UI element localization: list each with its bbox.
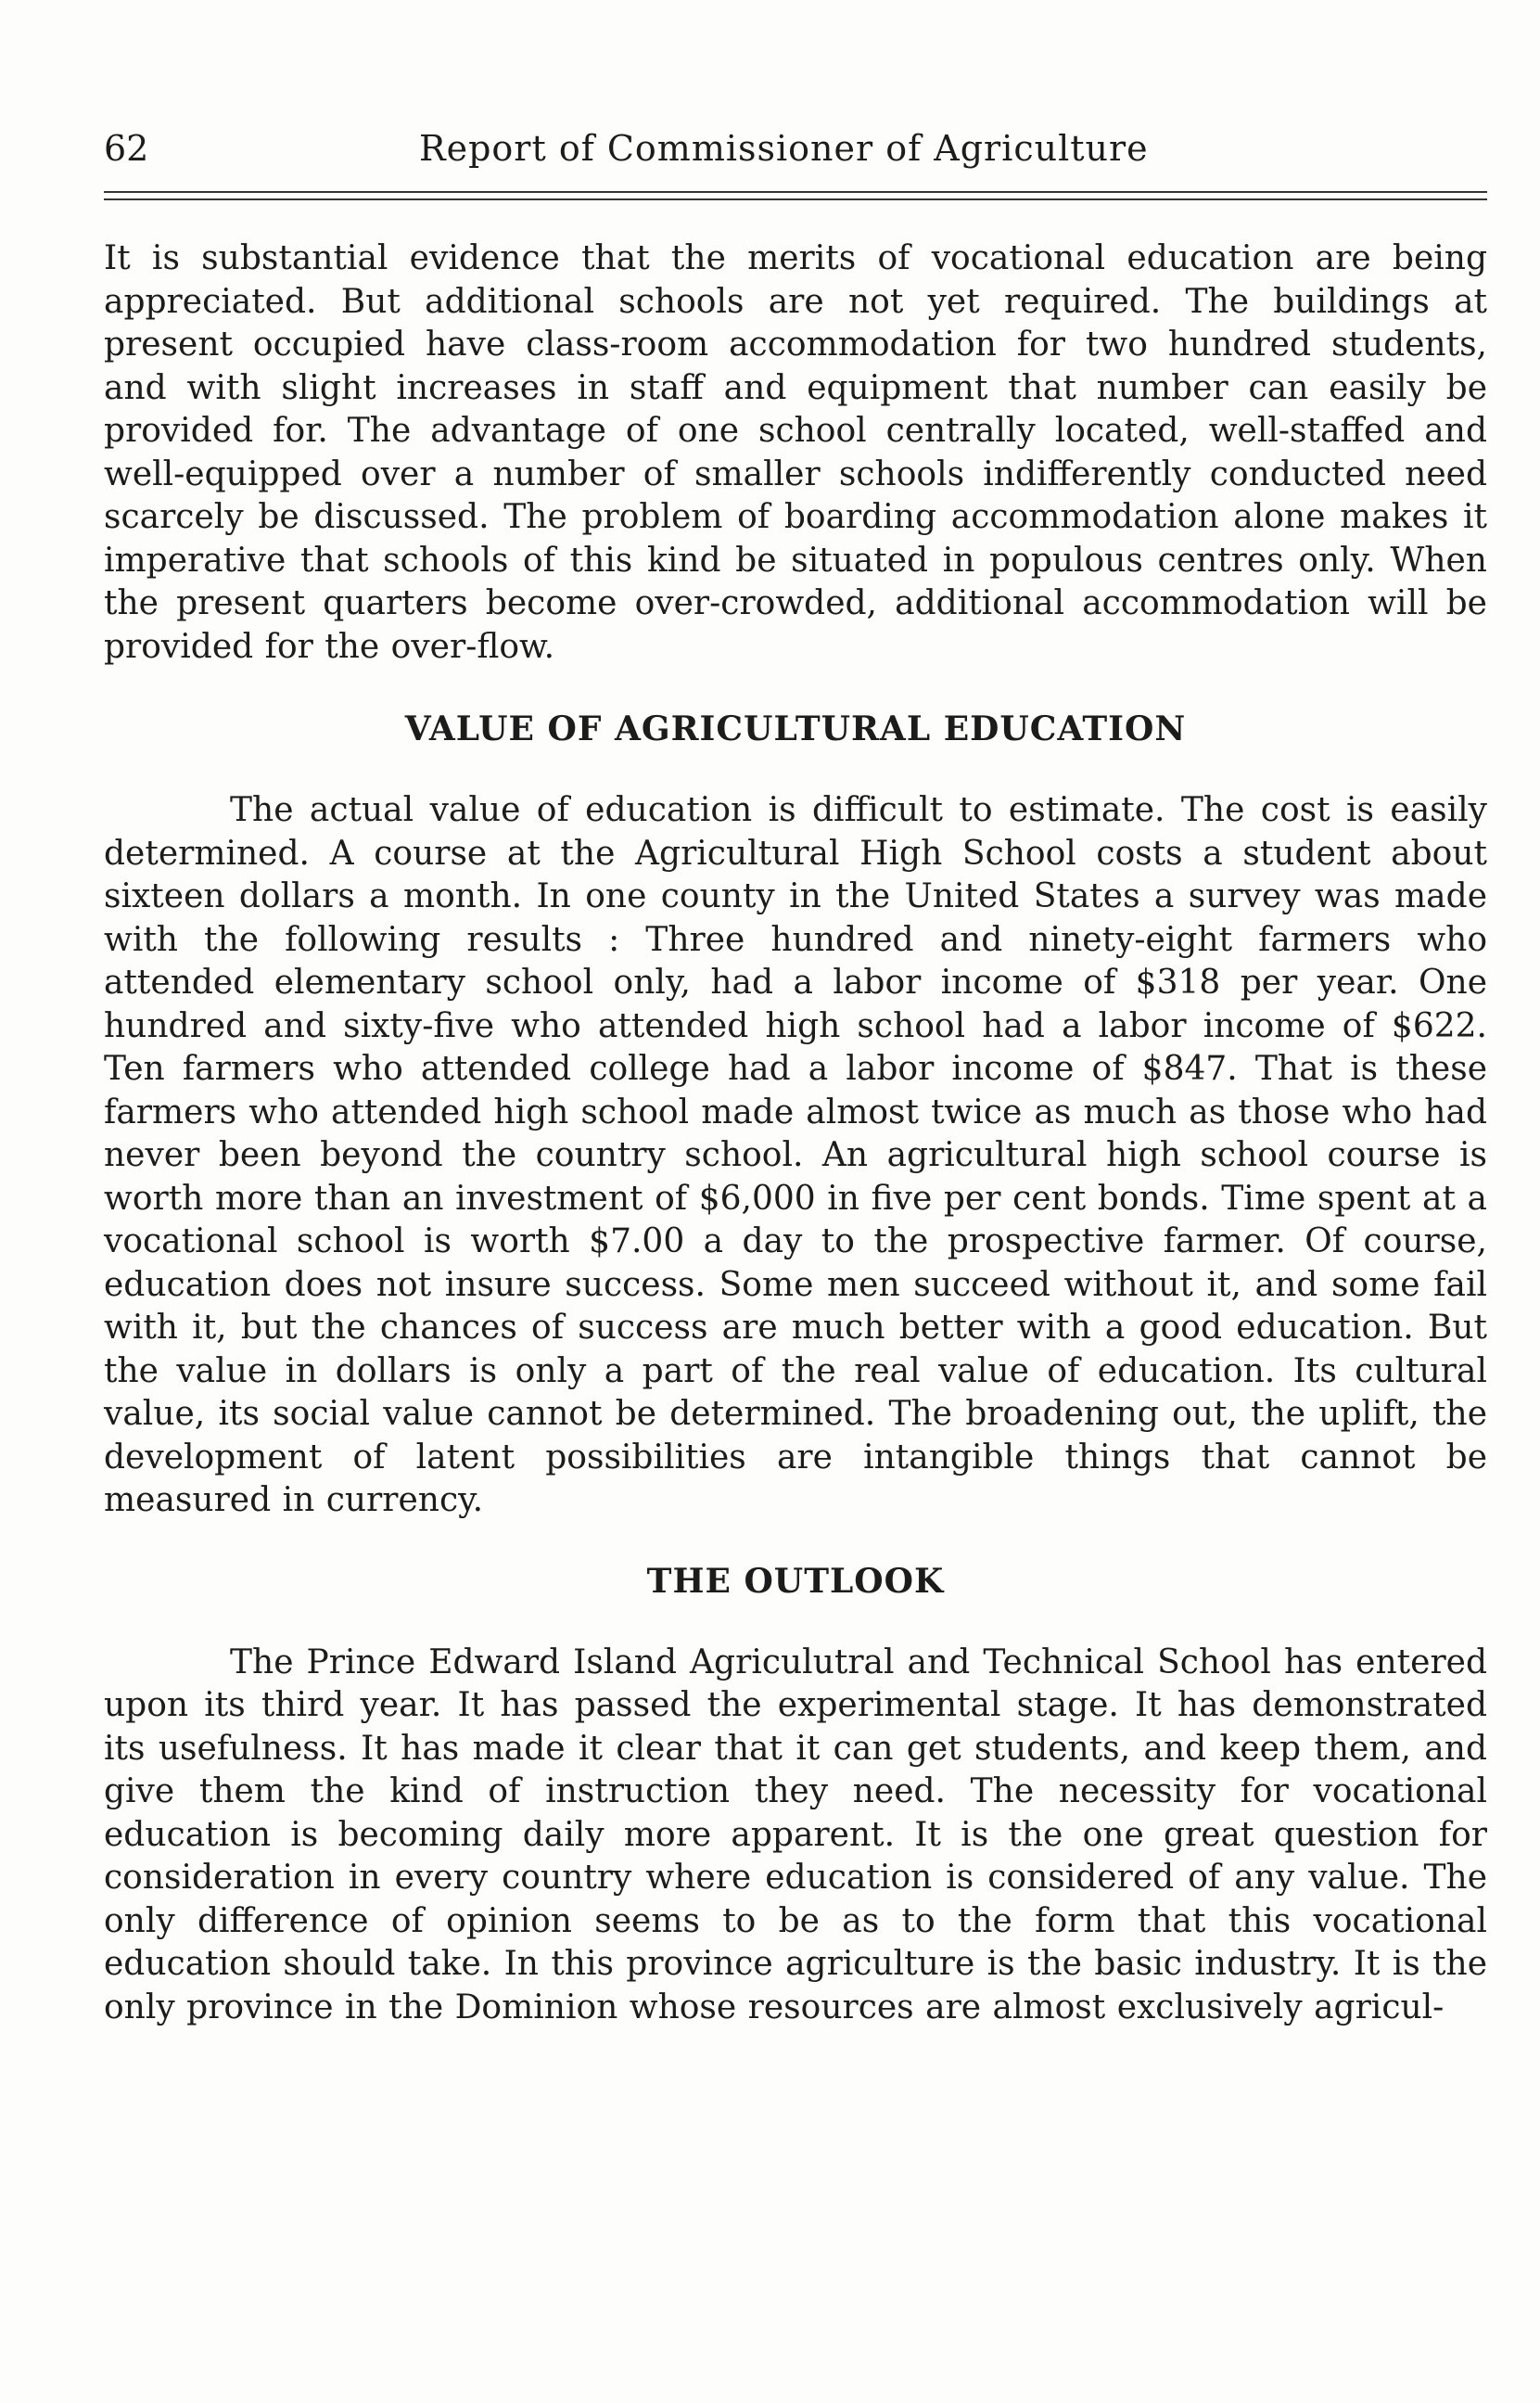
document-page xyxy=(104,119,1487,2029)
page-header xyxy=(104,119,1487,178)
paragraph-value: The actual value of education is difficult to estimate. The cost is easily determined. A course at the Agricultural High School costs a student about sixteen dollars a month. In one county in the United States a survey was made with the following results : Three hundred and ninety-eight farmers who attended elementary school only, had a labor income of $318 per year. One hundred and sixty-five who attended high school had a labor income of $622. Ten farmers who attended college had a labor income of $847. That is these farmers who attended high school made almost twice as much as those who had never been beyond the country school. An agricultural high school course is worth more than an investment of $6,000 in five per cent bonds. Time spent at a vocational school is worth $7.00 a day to the prospective farmer. Of course, education does not insure success. Some men succeed without it, and some fail with it, but the chances of success are much better with a good education. But the value in dollars is only a part of the real value of education. Its cultural value, its social value cannot be determined. The broadening out, the uplift, the development of latent possibilities are intangible things that cannot be measured in currency. xyxy=(104,791,1487,1519)
page-number: 62 xyxy=(104,128,149,169)
section-heading-outlook: THE OUTLOOK xyxy=(646,1561,945,1601)
section-heading-value: VALUE OF AGRICULTURAL EDUCATION xyxy=(404,709,1187,748)
paragraph-intro: It is substantial evidence that the merits of vocational education are being appreciated. But additional schools are not yet required. The buildings at present occupied have class-room accommodation for two hundred students, and with slight increases in staff and equipment that number can easily be provided for. The advantage of one school centrally located, well-staffed and well-equipped over a number of smaller schools indifferently conducted need scarcely be discussed. The problem of boarding accommodation alone makes it imperative that schools of this kind be situated in populous centres only. When the present quarters become over-crowded, additional accommodation will be provided for the over-flow. xyxy=(104,239,1487,666)
header-rule-top xyxy=(104,191,1487,193)
header-rule-bottom xyxy=(104,198,1487,200)
running-head: Report of Commissioner of Agriculture xyxy=(419,128,1149,169)
paragraph-outlook: The Prince Edward Island Agriculutral and Technical School has entered upon its third year. It has passed the experimental stage. It has demonstrated its usefulness. It has made it clear that it can get students, and keep them, and give them the kind of instruction they need. The necessity for vocational education is becoming daily more apparent. It is the one great question for consideration in every country where education is considered of any value. The only difference of opinion seems to be as to the form that this vocational education should take. In this province agriculture is the basic industry. It is the only province in the Dominion whose resources are almost exclusively agricul- xyxy=(104,1642,1487,2026)
